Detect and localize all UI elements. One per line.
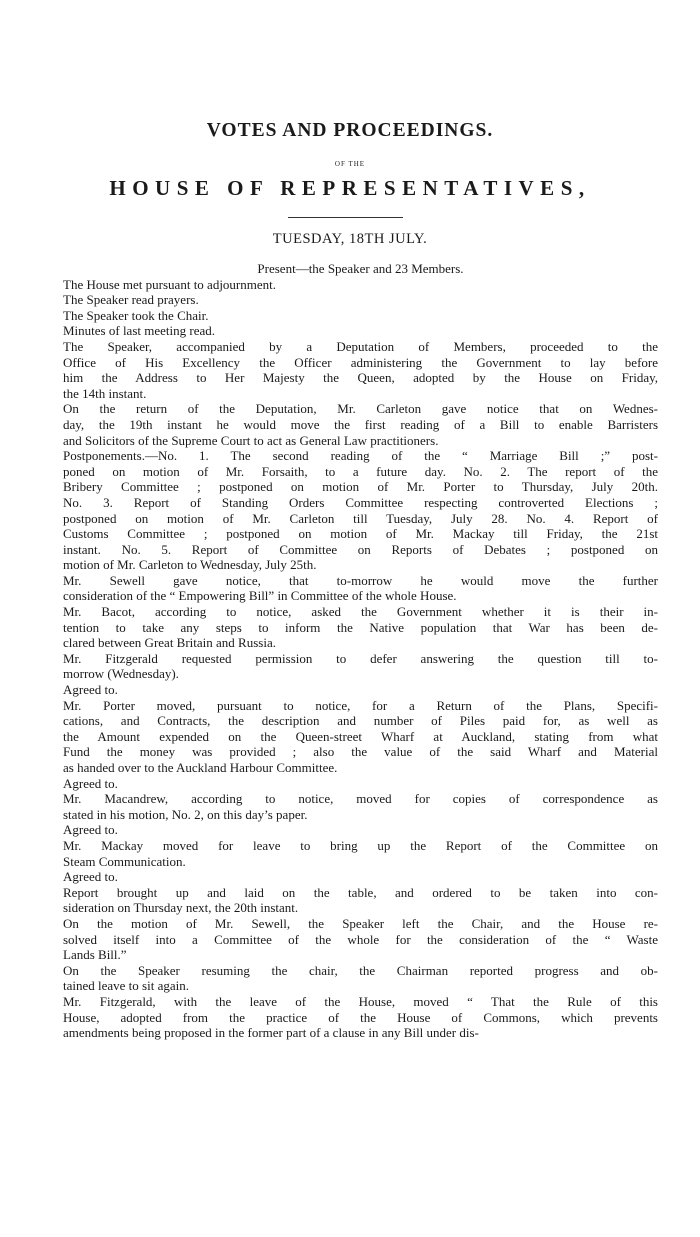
- divider-rule: [288, 217, 403, 218]
- text-line: amendments being proposed in the former part of a clause in any Bill under dis-: [63, 1025, 479, 1041]
- text-line: Mr. Mackay moved for leave to bring up the Report of the Committee on: [63, 837, 658, 853]
- text-line: On the return of the Deputation, Mr. Carleton gave notice that on Wednes-: [63, 401, 658, 417]
- text-line: Mr. Porter moved, pursuant to notice, for a Return of the Plans, Specifi-: [63, 697, 658, 713]
- text-line: Agreed to.: [63, 775, 118, 791]
- date-heading: TUESDAY, 18TH JULY.: [272, 231, 428, 247]
- text-line: stated in his motion, No. 2, on this day’s paper.: [63, 806, 308, 822]
- text-line: Postponements.—No. 1. The second reading of the “ Marriage Bill ;” post-: [63, 448, 658, 464]
- text-line: Mr. Fitzgerald requested permission to defer answering the question till to-: [63, 650, 658, 666]
- paragraph: [43, 963, 658, 994]
- paragraph: [43, 651, 658, 682]
- text-line: On the motion of Mr. Sewell, the Speaker left the Chair, and the House re-: [63, 915, 658, 931]
- text-line: instant. No. 5. Report of Committee on Reports of Debates ; postponed on: [63, 541, 658, 557]
- paragraph: [43, 994, 658, 1041]
- paragraph: [43, 323, 658, 339]
- page-title: VOTES AND PROCEEDINGS.: [206, 120, 494, 141]
- house-heading: HOUSE OF REPRESENTATIVES,: [109, 176, 591, 200]
- text-line: Minutes of last meeting read.: [63, 323, 215, 339]
- text-line: Bribery Committee ; postponed on motion of Mr. Porter to Thursday, July 20th.: [63, 479, 658, 495]
- text-line: On the Speaker resuming the chair, the Chairman reported progress and ob-: [63, 962, 658, 978]
- text-line: Agreed to.: [63, 822, 118, 838]
- text-line: Mr. Fitzgerald, with the leave of the House, moved “ That the Rule of this: [63, 993, 658, 1009]
- paragraph: [43, 401, 658, 448]
- text-line: consideration of the “ Empowering Bill” in Committee of the whole House.: [63, 588, 457, 604]
- paragraph: [43, 339, 658, 401]
- text-line: House, adopted from the practice of the House of Commons, which prevents: [63, 1009, 658, 1025]
- text-line: Mr. Macandrew, according to notice, moved for copies of correspondence as: [63, 791, 658, 807]
- text-line: Agreed to.: [63, 682, 118, 698]
- text-line: tained leave to sit again.: [63, 978, 189, 994]
- subtitle-of-the: OF THE: [334, 160, 366, 168]
- paragraph: [43, 916, 658, 963]
- paragraph: [43, 791, 658, 822]
- paragraph: [43, 682, 658, 698]
- paragraph: [43, 698, 658, 776]
- text-line: day, the 19th instant he would move the first reading of a Bill to enable Barristers: [63, 416, 658, 432]
- text-line: Mr. Bacot, according to notice, asked the Government whether it is their in-: [63, 604, 658, 620]
- text-line: Agreed to.: [63, 869, 118, 885]
- text-line: The Speaker took the Chair.: [63, 307, 209, 323]
- paragraph: [43, 822, 658, 838]
- text-line: The Speaker read prayers.: [63, 292, 199, 308]
- text-line: tention to take any steps to inform the Native population that War has been de-: [63, 619, 658, 635]
- paragraph: [43, 776, 658, 792]
- text-line: No. 3. Report of Standing Orders Committee respecting controverted Elections ;: [63, 494, 658, 510]
- paragraph: [43, 869, 658, 885]
- paragraph: [43, 885, 658, 916]
- text-line: sideration on Thursday next, the 20th instant.: [63, 900, 299, 916]
- text-line: morrow (Wednesday).: [63, 666, 179, 682]
- text-line: The Speaker, accompanied by a Deputation of Members, proceeded to the: [63, 338, 658, 354]
- text-line: Mr. Sewell gave notice, that to-morrow he would move the further: [63, 572, 658, 588]
- text-line: Lands Bill.”: [63, 947, 127, 963]
- text-line: motion of Mr. Carleton to Wednesday, July 25th.: [63, 557, 317, 573]
- text-line: postponed on motion of Mr. Carleton till Tuesday, July 28. No. 4. Report of: [63, 510, 658, 526]
- text-line: Report brought up and laid on the table, and ordered to be taken into con-: [63, 884, 658, 900]
- text-line: and Solicitors of the Supreme Court to act as General Law practitioners.: [63, 432, 439, 448]
- text-line: Office of His Excellency the Officer administering the Government to lay before: [63, 354, 658, 370]
- paragraph: [43, 277, 658, 293]
- text-line: The House met pursuant to adjournment.: [63, 276, 277, 292]
- document-body: [43, 261, 658, 1041]
- present-line: Present—the Speaker and 23 Members.: [257, 261, 464, 276]
- text-line: Customs Committee ; postponed on motion of Mr. Mackay till Friday, the 21st: [63, 526, 658, 542]
- text-line: clared between Great Britain and Russia.: [63, 635, 276, 651]
- text-line: solved itself into a Committee of the whole for the consideration of the “ Waste: [63, 931, 658, 947]
- text-line: poned on motion of Mr. Forsaith, to a future day. No. 2. The report of the: [63, 463, 658, 479]
- paragraph: [43, 308, 658, 324]
- text-line: as handed over to the Auckland Harbour Committee.: [63, 760, 338, 775]
- paragraph: [43, 573, 658, 604]
- text-line: Fund the money was provided ; also the value of the said Wharf and Material: [63, 744, 658, 760]
- paragraph: [43, 604, 658, 651]
- text-line: the 14th instant.: [63, 385, 147, 401]
- paragraph: [43, 838, 658, 869]
- paragraph: [43, 292, 658, 308]
- text-line: Steam Communication.: [63, 853, 186, 869]
- text-line: the Amount expended on the Queen-street Wharf at Auckland, stating from what: [63, 728, 658, 744]
- text-line: him the Address to Her Majesty the Queen, adopted by the House on Friday,: [63, 370, 658, 386]
- text-line: cations, and Contracts, the description and number of Piles paid for, as well as: [63, 713, 658, 729]
- paragraph: [43, 448, 658, 573]
